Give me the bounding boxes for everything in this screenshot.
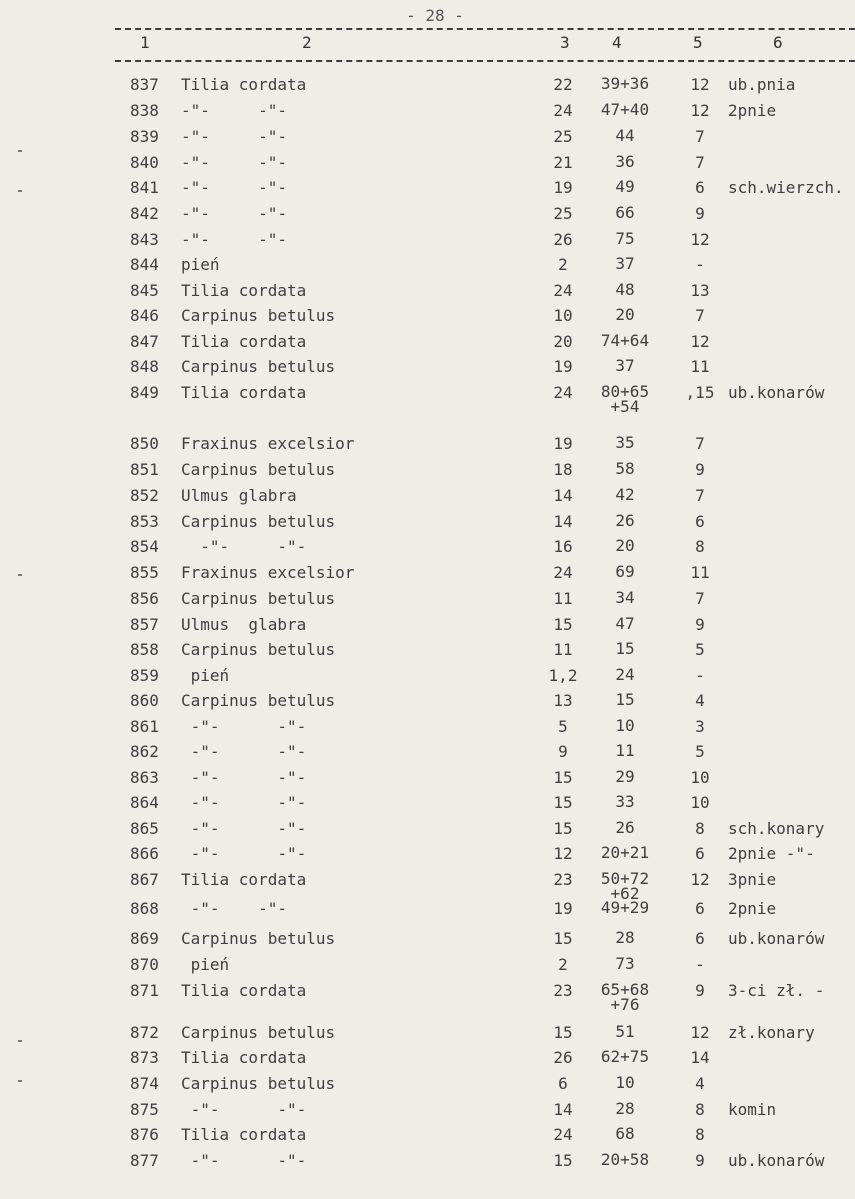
col-4-value: 28 [615,928,635,947]
col-5-value: 7 [695,434,705,453]
col-3-value: 5 [558,717,568,736]
col-5-value: 8 [695,819,705,838]
species-name: Carpinus betulus [181,589,336,608]
row-number: 858 [130,640,159,659]
row-number: 874 [130,1074,159,1093]
top-dashed-rule [115,28,855,30]
col-5-value: 6 [695,178,705,197]
col-4-value: 75 [615,229,635,248]
species-name: Tilia cordata [181,332,307,351]
col-5-value: 12 [690,75,710,94]
table-row [0,382,855,416]
species-name: Tilia cordata [181,1048,307,1067]
col-5-value: 3 [695,717,705,736]
col-4-value: 42 [615,485,635,504]
col-3-value: 14 [553,1100,573,1119]
col-3-value: 24 [553,383,573,402]
col-5-value: 7 [695,486,705,505]
col-3-value: 25 [553,204,573,223]
col-3-value: 24 [553,101,573,120]
table-row [0,102,855,126]
row-number: 850 [130,434,159,453]
table-row [0,333,855,357]
species-name: Fraxinus excelsior [181,434,355,453]
table-row [0,616,855,640]
col-3-value: 11 [553,640,573,659]
col-5-value: 9 [695,204,705,223]
col-4-value: 26 [615,511,635,530]
col-5-value: 4 [695,691,705,710]
col-4-value: 20 [615,305,635,324]
species-name: -"- -"- [181,153,287,172]
col-4-value: 50+72 +62 [600,869,650,903]
col-5-value: 8 [695,1100,705,1119]
col-5-value: 7 [695,127,705,146]
table-row [0,820,855,844]
col-6-note: 2pnie -"- [728,844,815,863]
species-name: Tilia cordata [181,1125,307,1144]
table-row [0,358,855,382]
species-name: Carpinus betulus [181,512,336,531]
species-name: -"- -"- [181,101,287,120]
col-3-value: 2 [558,955,568,974]
col-4-value: 28 [615,1099,635,1118]
col-3-value: 19 [553,178,573,197]
table-row [0,487,855,511]
row-number: 839 [130,127,159,146]
row-number: 867 [130,870,159,889]
col-4-value: 74+64 [600,331,650,350]
row-number: 859 [130,666,159,685]
col-4-value: 33 [615,792,635,811]
table-row [0,869,855,903]
col-6-note: ub.konarów [728,929,825,948]
col-3-value: 2 [558,255,568,274]
species-name: Tilia cordata [181,75,307,94]
row-number: 871 [130,981,159,1000]
col-4-value: 36 [615,152,635,171]
col-3-value: 26 [553,1048,573,1067]
table-row [0,282,855,306]
species-name: pień [181,255,220,274]
table-row [0,980,855,1014]
row-number: 877 [130,1151,159,1170]
table-row [0,1152,855,1176]
col-5-value: 8 [695,537,705,556]
row-number: 837 [130,75,159,94]
col-4-value: 34 [615,588,635,607]
col-5-value: 5 [695,742,705,761]
table-row [0,845,855,869]
punch-mark [18,1080,22,1082]
col-5-value: 13 [690,281,710,300]
row-number: 875 [130,1100,159,1119]
col-5-value: 12 [690,230,710,249]
col-4-value: 10 [615,716,635,735]
col-4-value: 47 [615,614,635,633]
col-4-value: 20 [615,536,635,555]
col-3-value: 16 [553,537,573,556]
col-4-value: 62+75 [600,1047,650,1066]
col-3-value: 15 [553,929,573,948]
punch-mark [18,190,22,192]
col-4-value: 68 [615,1124,635,1143]
punch-mark [18,150,22,152]
species-name: Fraxinus excelsior [181,563,355,582]
col-4-value: 47+40 [600,100,650,119]
col-5-value: 11 [690,563,710,582]
col-4-value: 11 [615,741,635,760]
species-name: -"- -"- [181,1100,307,1119]
col-3-value: 15 [553,768,573,787]
table-row [0,256,855,280]
col-5-value: 8 [695,1125,705,1144]
species-name: Carpinus betulus [181,640,336,659]
species-name: -"- -"- [181,844,307,863]
col-3-value: 15 [553,819,573,838]
species-name: -"- -"- [181,537,307,556]
table-row [0,743,855,767]
row-number: 842 [130,204,159,223]
species-name: Tilia cordata [181,870,307,889]
row-number: 840 [130,153,159,172]
col-4-value: 35 [615,433,635,452]
species-name: -"- -"- [181,819,307,838]
row-number: 866 [130,844,159,863]
species-name: -"- -"- [181,899,287,918]
col-5-value: 9 [695,981,705,1000]
row-number: 848 [130,357,159,376]
table-row [0,76,855,100]
table-row [0,930,855,954]
row-number: 860 [130,691,159,710]
col-4-value: 39+36 [600,74,650,93]
species-name: Carpinus betulus [181,1074,336,1093]
row-number: 846 [130,306,159,325]
col-6-note: zł.konary [728,1023,815,1042]
table-row [0,1024,855,1048]
row-number: 847 [130,332,159,351]
col-5-value: 4 [695,1074,705,1093]
species-name: Carpinus betulus [181,929,336,948]
table-row [0,205,855,229]
col-4-value: 49 [615,177,635,196]
col-3-value: 22 [553,75,573,94]
table-row [0,794,855,818]
col-4-value: 48 [615,280,635,299]
col-6-note: ub.konarów [728,383,825,402]
col-3-value: 10 [553,306,573,325]
col-5-value: 6 [695,512,705,531]
row-number: 869 [130,929,159,948]
species-name: Carpinus betulus [181,460,336,479]
col-4-value: 37 [615,356,635,375]
table-row [0,1126,855,1150]
table-row [0,1075,855,1099]
table-row [0,769,855,793]
species-name: -"- -"- [181,127,287,146]
table-row [0,900,855,924]
page-number: - 28 - [406,6,464,25]
col-5-value: 6 [695,844,705,863]
col-3-value: 23 [553,870,573,889]
table-row [0,179,855,203]
species-name: -"- -"- [181,742,307,761]
species-name: -"- -"- [181,204,287,223]
col-5-value: 5 [695,640,705,659]
table-row [0,538,855,562]
header-col-2: 2 [302,33,312,52]
col-3-value: 24 [553,281,573,300]
col-6-note: ub.konarów [728,1151,825,1170]
col-5-value: 6 [695,899,705,918]
col-5-value: 9 [695,1151,705,1170]
col-3-value: 15 [553,615,573,634]
punch-mark [18,574,22,576]
species-name: -"- -"- [181,717,307,736]
row-number: 876 [130,1125,159,1144]
species-name: Ulmus glabra [181,615,307,634]
species-name: Tilia cordata [181,281,307,300]
species-name: -"- -"- [181,768,307,787]
table-row [0,667,855,691]
col-3-value: 1,2 [548,666,578,685]
row-number: 865 [130,819,159,838]
col-6-note: 2pnie [728,899,777,918]
header-col-6: 6 [773,33,783,52]
table-row [0,231,855,255]
col-5-value: 11 [690,357,710,376]
table-row [0,692,855,716]
row-number: 870 [130,955,159,974]
punch-mark [18,1040,22,1042]
col-3-value: 11 [553,589,573,608]
col-5-value: - [695,666,705,685]
col-3-value: 15 [553,1151,573,1170]
col-4-value: 58 [615,459,635,478]
col-5-value: 9 [695,615,705,634]
table-row [0,154,855,178]
col-3-value: 19 [553,899,573,918]
header-col-3: 3 [560,33,570,52]
col-3-value: 12 [553,844,573,863]
col-3-value: 14 [553,486,573,505]
col-3-value: 19 [553,357,573,376]
species-name: Tilia cordata [181,383,307,402]
col-5-value: 12 [690,870,710,889]
col-3-value: 14 [553,512,573,531]
col-5-value: 12 [690,332,710,351]
header-dashed-rule [115,60,855,62]
table-row [0,956,855,980]
species-name: Tilia cordata [181,981,307,1000]
col-3-value: 19 [553,434,573,453]
col-4-value: 44 [615,126,635,145]
col-3-value: 20 [553,332,573,351]
col-5-value: 7 [695,153,705,172]
species-name: Ulmus glabra [181,486,297,505]
col-4-value: 20+58 [600,1150,650,1169]
species-name: Carpinus betulus [181,306,336,325]
col-6-note: sch.wierzch. [728,178,844,197]
col-5-value: ,15 [685,383,715,402]
col-5-value: - [695,255,705,274]
row-number: 864 [130,793,159,812]
col-5-value: 7 [695,589,705,608]
col-3-value: 24 [553,563,573,582]
col-4-value: 51 [615,1022,635,1041]
row-number: 851 [130,460,159,479]
species-name: Carpinus betulus [181,691,336,710]
col-4-value: 49+29 [600,898,650,917]
col-5-value: 10 [690,768,710,787]
col-4-value: 66 [615,203,635,222]
col-6-note: 3pnie [728,870,777,889]
table-row [0,641,855,665]
table-row [0,590,855,614]
header-col-5: 5 [693,33,703,52]
col-6-note: 3-ci zł. - [728,981,825,1000]
row-number: 838 [130,101,159,120]
row-number: 872 [130,1023,159,1042]
col-5-value: 12 [690,1023,710,1042]
col-5-value: 14 [690,1048,710,1067]
col-5-value: - [695,955,705,974]
col-3-value: 6 [558,1074,568,1093]
row-number: 844 [130,255,159,274]
col-3-value: 13 [553,691,573,710]
col-4-value: 15 [615,690,635,709]
col-5-value: 6 [695,929,705,948]
table-row [0,307,855,331]
col-3-value: 21 [553,153,573,172]
col-5-value: 10 [690,793,710,812]
row-number: 862 [130,742,159,761]
row-number: 861 [130,717,159,736]
table-row [0,435,855,459]
col-3-value: 15 [553,1023,573,1042]
col-6-note: ub.pnia [728,75,796,94]
species-name: -"- -"- [181,230,287,249]
col-3-value: 26 [553,230,573,249]
col-6-note: sch.konary [728,819,825,838]
col-4-value: 73 [615,954,635,973]
species-name: -"- -"- [181,1151,307,1170]
species-name: Carpinus betulus [181,357,336,376]
col-4-value: 80+65 +54 [600,382,650,416]
col-4-value: 29 [615,767,635,786]
header-col-1: 1 [140,33,150,52]
table-row [0,513,855,537]
col-3-value: 18 [553,460,573,479]
col-5-value: 7 [695,306,705,325]
row-number: 857 [130,615,159,634]
table-row [0,461,855,485]
col-3-value: 15 [553,793,573,812]
row-number: 845 [130,281,159,300]
col-4-value: 37 [615,254,635,273]
col-5-value: 12 [690,101,710,120]
col-6-note: 2pnie [728,101,777,120]
row-number: 853 [130,512,159,531]
row-number: 855 [130,563,159,582]
species-name: Carpinus betulus [181,1023,336,1042]
col-4-value: 20+21 [600,843,650,862]
species-name: -"- -"- [181,178,287,197]
species-name: pień [181,955,230,974]
species-name: -"- -"- [181,793,307,812]
col-4-value: 69 [615,562,635,581]
col-3-value: 9 [558,742,568,761]
table-row [0,128,855,152]
col-3-value: 25 [553,127,573,146]
col-5-value: 9 [695,460,705,479]
col-4-value: 24 [615,665,635,684]
row-number: 854 [130,537,159,556]
row-number: 868 [130,899,159,918]
row-number: 841 [130,178,159,197]
row-number: 856 [130,589,159,608]
table-row [0,718,855,742]
table-row [0,564,855,588]
header-col-4: 4 [612,33,622,52]
table-row [0,1101,855,1125]
col-4-value: 15 [615,639,635,658]
table-row [0,1049,855,1073]
col-4-value: 65+68 +76 [600,980,650,1014]
row-number: 843 [130,230,159,249]
col-4-value: 26 [615,818,635,837]
row-number: 873 [130,1048,159,1067]
row-number: 863 [130,768,159,787]
row-number: 852 [130,486,159,505]
col-4-value: 10 [615,1073,635,1092]
col-3-value: 24 [553,1125,573,1144]
col-6-note: komin [728,1100,777,1119]
species-name: pień [181,666,230,685]
col-3-value: 23 [553,981,573,1000]
row-number: 849 [130,383,159,402]
